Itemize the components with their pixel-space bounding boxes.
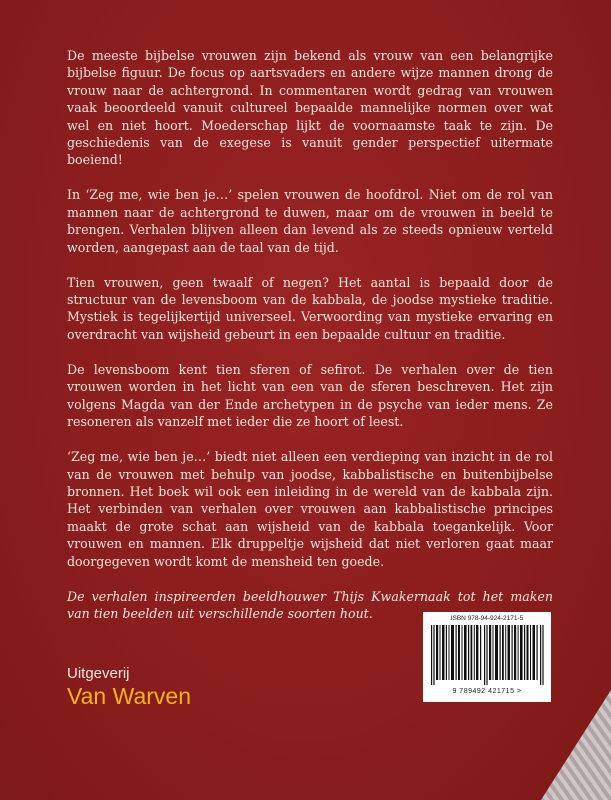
blurb-paragraph-5: ‘Zeg me, wie ben je…’ biedt niet alleen een verdieping van inzicht in de rol van de vrouwen met behulp van joodse, kabbalistische en buitenbijbelse bronnen. Het boek wil ook een inleiding in de wereld van de kabbala zijn. Het verbinden van verhalen over vrouwen aan kabbalistische principes maakt de grote schat aan wijsheid van de kabbala toegankelijk. Voor vrouwen en mannen. Elk druppeltje wijsheid dat niet verloren gaat maar doorgegeven wordt komt de mensheid ten goede. (67, 449, 553, 569)
barcode-bars-icon (431, 625, 544, 685)
isbn-label: ISBN 978-94-924-2171-5 (450, 615, 524, 622)
barcode (423, 612, 551, 702)
publisher-line-1: Uitgeverij (67, 665, 130, 682)
blurb-paragraph-4: De levensboom kent tien sferen of sefirot. De verhalen over de tien vrouwen worden in het licht van een van de sferen beschreven. Het zijn volgens Magda van der Ende archetypen in de psyche van ieder mens. Ze resoneren als vanzelf met ieder die ze hoort of leest. (67, 361, 553, 430)
blurb-paragraph-2: In ‘Zeg me, wie ben je…’ spelen vrouwen de hoofdrol. Niet om de rol van mannen naar de achtergrond te duwen, maar om de vrouwen in beeld te brengen. Verhalen blijven alleen dan levend als ze steeds opnieuw verteld worden, aangepast aan de taal van de tijd. (67, 187, 553, 255)
italic-note: De verhalen inspireerden beeldhouwer Thijs Kwakernaak tot het maken van tien beelden uit verschillende soorten hout. (67, 588, 553, 621)
publisher-logo (67, 665, 191, 709)
blurb-paragraph-1: De meeste bijbelse vrouwen zijn bekend als vrouw van een belangrijke bijbelse figuur. De focus op aartsvaders en andere wijze mannen drong de vrouw naar de achtergrond. In commentaren wordt gedrag van vrouwen vaak beoordeeld vanuit cultureel bepaalde mannelijke normen over wat wel en niet hoort. Moederschap lijkt de voornaamste taak te zijn. De geschiedenis van de exegese is vanuit gender perspectief uitermate boeiend! (67, 48, 553, 168)
blurb-paragraph-3: Tien vrouwen, geen twaalf of negen? Het aantal is bepaald door de structuur van de levensboom van de kabbala, de joodse mystieke traditie. Mystiek is tegelijkertijd universeel. Verwoording van mystieke ervaring en overdracht van wijsheid gebeurt in een bepaalde cultuur en traditie. (67, 274, 553, 342)
barcode-digits: 9 789492 421715 > (452, 688, 522, 695)
corner-stripes-icon (541, 690, 611, 800)
publisher-line-2: Van Warven (67, 683, 191, 709)
blurb-text (67, 47, 553, 622)
